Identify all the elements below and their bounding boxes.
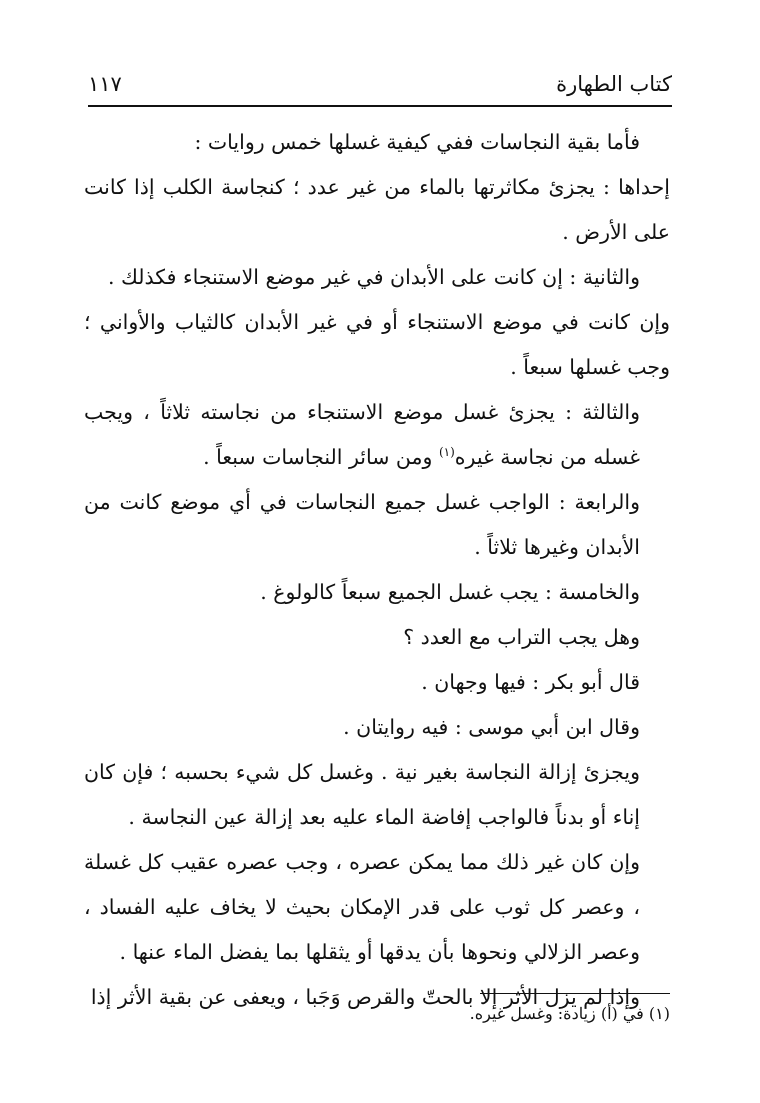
paragraph: وإذا لم يزل الأثر إلا بالحتّ والقرص وَجَبا ، ويعفى عن بقية الأثر إذا (90, 985, 640, 1009)
running-header (88, 72, 672, 102)
paragraph: ويجزئ إزالة النجاسة بغير نية . وغسل كل شيء بحسبه ؛ فإن كان إناء أو بدناً فالواجب إفاضة الماء عليه بعد إزالة عين النجاسة . (84, 760, 640, 829)
paragraph: إحداها : يجزئ مكاثرتها بالماء من غير عدد ؛ كنجاسة الكلب إذا كانت على الأرض . (84, 175, 670, 244)
paragraph: قال أبو بكر : فيها وجهان . (421, 670, 640, 694)
paragraph: والثانية : إن كانت على الأبدان في غير موضع الاستنجاء فكذلك . (107, 265, 640, 289)
paragraph: فأما بقية النجاسات ففي كيفية غسلها خمس روايات : (194, 130, 640, 154)
chapter-title: كتاب الطهارة (556, 72, 672, 96)
paragraph (84, 390, 670, 480)
paragraph: وقال ابن أبي موسى : فيه روايتان . (343, 715, 640, 739)
page-body (84, 120, 670, 1020)
paragraph: والرابعة : الواجب غسل جميع النجاسات في أي موضع كانت من الأبدان وغيرها ثلاثاً . (84, 490, 640, 559)
page-number: ١١٧ (88, 72, 122, 96)
footnote: (١) في (أ) زيادة: وغسل غيره. (469, 1004, 670, 1023)
paragraph: وإن كانت في موضع الاستنجاء أو في غير الأبدان كالثياب والأواني ؛ وجب غسلها سبعاً . (84, 310, 670, 379)
paragraph-text: والثالثة : يجزئ غسل موضع الاستنجاء من نجاسته ثلاثاً ، ويجب غسله من نجاسة غيره (84, 400, 640, 469)
footnote-ref: (١) (438, 445, 455, 460)
paragraph: وهل يجب التراب مع العدد ؟ (403, 625, 640, 649)
header-rule (88, 105, 672, 107)
paragraph: وإن كان غير ذلك مما يمكن عصره ، وجب عصره عقيب كل غسلة ، وعصر كل ثوب على قدر الإمكان بحيث لا يخاف عليه الفساد ، وعصر الزلالي ونحوها بأن يدقها أو يثقلها بما يفضل الماء عنها . (84, 850, 640, 964)
paragraph: والخامسة : يجب غسل الجميع سبعاً كالولوغ . (260, 580, 640, 604)
paragraph-text: ومن سائر النجاسات سبعاً . (203, 445, 439, 469)
footnote-rule (480, 993, 670, 994)
